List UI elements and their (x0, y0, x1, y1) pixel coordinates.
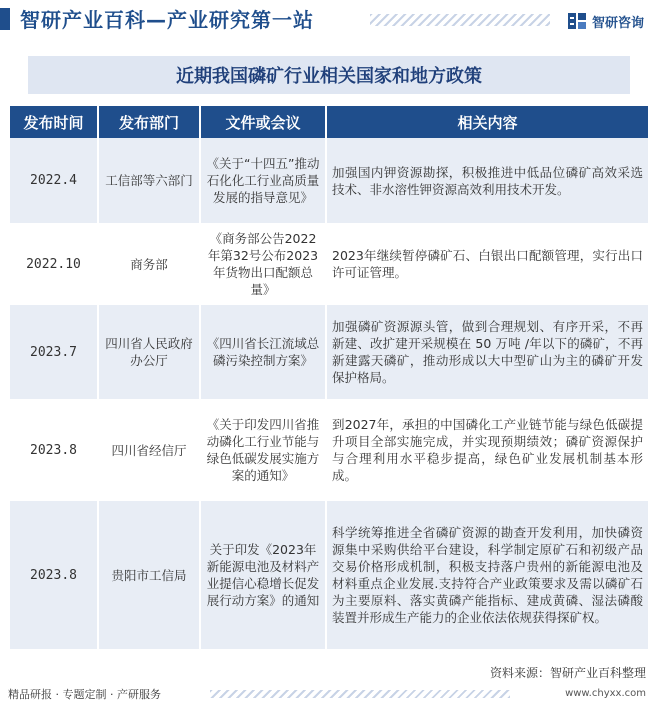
cell-document: 《商务部公告2022年第32号公布2023年货物出口配额总量》 (200, 224, 326, 304)
table-title-box (28, 56, 630, 94)
cell-date: 2022.10 (10, 224, 98, 304)
cell-content: 加强国内钾资源勘探，积极推进中低品位磷矿高效采选技术、非水溶性钾资源高效利用技术开发。 (326, 138, 648, 224)
logo-text: 智研咨询 (591, 15, 644, 31)
footer-services: 精品研报 · 专题定制 · 产研服务 (8, 688, 161, 701)
column-header-dept: 发布部门 (98, 106, 200, 138)
cell-document: 《关于“十四五”推动石化化工行业高质量发展的指导意见》 (200, 138, 326, 224)
table-row (10, 304, 648, 400)
footer-stripe-decoration (210, 690, 510, 698)
page-title: 智研产业百科—产业研究第一站 (20, 8, 314, 32)
table-row (10, 500, 648, 650)
cell-date: 2023.7 (10, 304, 98, 400)
cell-content: 加强磷矿资源源头管，做到合理规划、有序开采，不再新建、改扩建开采规模在 50 万吨 /年以下的磷矿，不再新建露天磷矿，推动形成以大中型矿山为主的磷矿开发保护格局。 (326, 304, 648, 400)
header-accent-bar (0, 8, 10, 30)
cell-dept: 四川省人民政府办公厅 (98, 304, 200, 400)
zhiyan-logo-icon (567, 11, 587, 31)
header (0, 0, 658, 40)
cell-date: 2023.8 (10, 400, 98, 500)
cell-document: 关于印发《2023年新能源电池及材料产业提信心稳增长促发展行动方案》的通知 (200, 500, 326, 650)
source-note: 资料来源：智研产业百科整理 (489, 666, 646, 680)
table-row (10, 138, 648, 224)
cell-document: 《关于印发四川省推动磷化工行业节能与绿色低碳发展实施方案的通知》 (200, 400, 326, 500)
cell-dept: 贵阳市工信局 (98, 500, 200, 650)
cell-dept: 商务部 (98, 224, 200, 304)
column-header-content: 相关内容 (326, 106, 648, 138)
cell-content: 到2027年，承担的中国磷化工产业链节能与绿色低碳提升项目全部实施完成，并实现预期绩效；磷矿资源保护与合理利用水平稳步提高，绿色矿业发展机制基本形成。 (326, 400, 648, 500)
table-header-row (10, 106, 648, 138)
cell-date: 2022.4 (10, 138, 98, 224)
cell-content: 2023年继续暂停磷矿石、白银出口配额管理，实行出口许可证管理。 (326, 224, 648, 304)
column-header-date: 发布时间 (10, 106, 98, 138)
cell-date: 2023.8 (10, 500, 98, 650)
policy-table (10, 106, 648, 651)
cell-dept: 工信部等六部门 (98, 138, 200, 224)
table-row (10, 224, 648, 304)
table-title: 近期我国磷矿行业相关国家和地方政策 (176, 66, 482, 87)
cell-document: 《四川省长江流域总磷污染控制方案》 (200, 304, 326, 400)
table-row (10, 400, 648, 500)
footer-url-link[interactable]: www.chyxx.com (565, 688, 646, 699)
brand-logo[interactable] (567, 10, 644, 32)
cell-content: 科学统筹推进全省磷矿资源的勘查开发利用，加快磷资源集中采购供给平台建设，科学制定原矿石和初级产品交易价格形成机制，积极支持落户贵州的新能源电池及材料重点企业发展.支持符合产业政策要求及需以磷矿石为主要原料、落实黄磷产能指标、建成黄磷、湿法磷酸装置并形成生产能力的企业依法依规获得探矿权。 (326, 500, 648, 650)
column-header-document: 文件或会议 (200, 106, 326, 138)
header-stripe-decoration (370, 14, 550, 26)
cell-dept: 四川省经信厅 (98, 400, 200, 500)
